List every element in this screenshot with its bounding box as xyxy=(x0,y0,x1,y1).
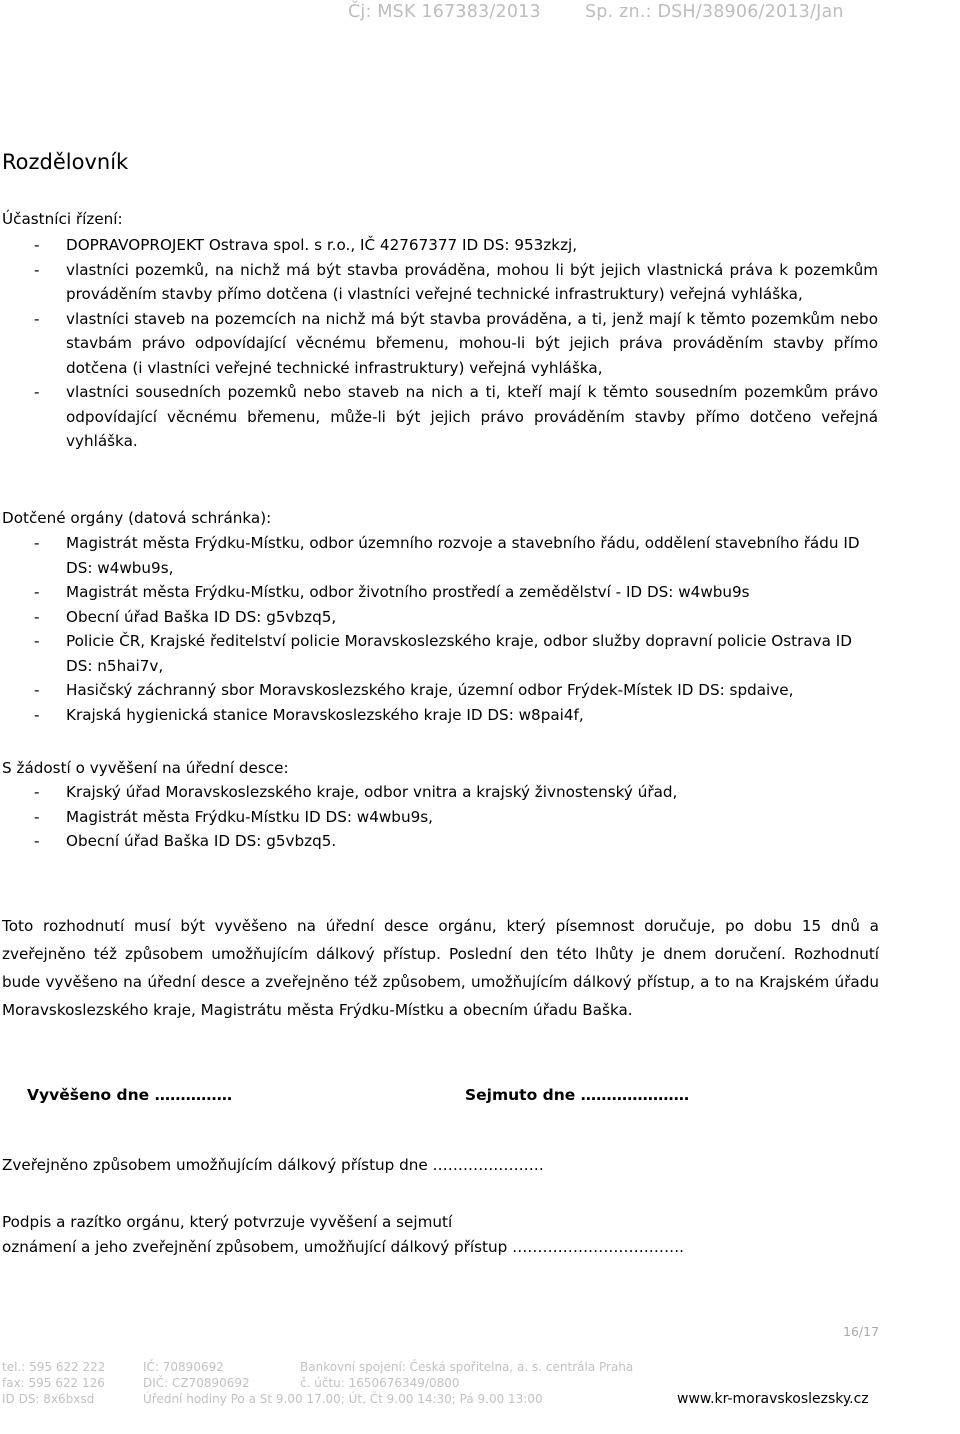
header-case-number: Čj: MSK 167383/2013 xyxy=(348,2,541,22)
footer-idds: ID DS: 8x6bxsd xyxy=(2,1392,95,1406)
signature-line-1: Podpis a razítko orgánu, který potvrzuje vyvěšení a sejmutí xyxy=(2,1213,453,1231)
list-item: - Magistrát města Frýdku-Místku, odbor životního prostředí a zemědělství - ID DS: w4wbu9s xyxy=(34,583,750,601)
footer-ic: IČ: 70890692 xyxy=(143,1360,224,1374)
participants-heading: Účastníci řízení: xyxy=(2,210,123,228)
list-item: - Obecní úřad Baška ID DS: g5vbzq5. xyxy=(34,832,337,850)
list-item: - Magistrát města Frýdku-Místku, odbor územního rozvoje a stavebního řádu, oddělení stavebního řádu ID DS: w4wbu9s, xyxy=(34,534,860,577)
footer-website-link[interactable]: www.kr-moravskoslezsky.cz xyxy=(677,1391,869,1407)
authorities-list xyxy=(0,531,880,727)
page-title: Rozdělovník xyxy=(2,150,129,174)
participants-list xyxy=(0,233,878,454)
list-item: - DOPRAVOPROJEKT Ostrava spol. s r.o., IČ 42767377 ID DS: 953zkzj, xyxy=(34,236,578,254)
footer-account: č. účtu: 1650676349/0800 xyxy=(300,1376,460,1390)
list-item: - Krajská hygienická stanice Moravskoslezského kraje ID DS: w8pai4f, xyxy=(34,705,584,724)
list-item: - vlastníci sousedních pozemků nebo staveb na nich a ti, kteří mají k těmto sousedním pozemkům právo odpovídající věcnému břemenu, může-li být jejich právo prováděním stavby přímo dotčeno veřejná vyhláška. xyxy=(34,383,878,450)
list-item: - Krajský úřad Moravskoslezského kraje, odbor vnitra a krajský živnostenský úřad, xyxy=(34,783,678,801)
posted-date-field: Vyvěšeno dne …………… xyxy=(27,1086,233,1104)
posting-list xyxy=(0,780,880,854)
signature-line-2: oznámení a jeho zveřejnění způsobem, umožňující dálkový přístup ……………………………. xyxy=(2,1238,684,1256)
page-number: 16/17 xyxy=(843,1324,880,1339)
posting-instructions: Toto rozhodnutí musí být vyvěšeno na úřední desce orgánu, který písemnost doručuje, po dobu 15 dnů a zveřejněno též způsobem umožňujícím dálkový přístup. Poslední den této lhůty je dnem doručení. Rozhodnutí bude vyvěšeno na úřední desce a zveřejněno též způsobem, umožňujícím dálkový přístup, a to na Krajském úřadu Moravskoslezského kraje, Magistrátu města Frýdku-Místku a obecním úřadu Baška. xyxy=(2,917,879,1019)
footer-bank: Bankovní spojení: Česká spořitelna, a. s. centrála Praha xyxy=(300,1360,634,1374)
list-item: - Policie ČR, Krajské ředitelství policie Moravskoslezského kraje, odbor služby dopravní policie Ostrava ID DS: n5hai7v, xyxy=(34,632,852,675)
footer-hours: Úřední hodiny Po a St 9.00 17.00; Út, Čt 9.00 14:30; Pá 9.00 13:00 xyxy=(143,1392,543,1406)
removed-date-field: Sejmuto dne ………………… xyxy=(465,1086,690,1104)
list-item: - Obecní úřad Baška ID DS: g5vbzq5, xyxy=(34,607,337,626)
list-item: - Hasičský záchranný sbor Moravskoslezského kraje, územní odbor Frýdek-Místek ID DS: spdaive, xyxy=(34,681,794,699)
footer-dic: DIČ: CZ70890692 xyxy=(143,1376,250,1390)
footer-tel: tel.: 595 622 222 xyxy=(2,1360,106,1374)
list-item: - Magistrát města Frýdku-Místku ID DS: w4wbu9s, xyxy=(34,807,433,826)
list-item: - vlastníci staveb na pozemcích na nichž má být stavba prováděna, a ti, jenž mají k těmto pozemkům nebo stavbám právo odpovídající věcnému břemenu, mohou-li být jejich práva prováděním stavby přímo dotčena (i vlastníci veřejné technické infrastruktury) veřejná vyhláška, xyxy=(34,309,878,377)
header-file-mark: Sp. zn.: DSH/38906/2013/Jan xyxy=(585,2,844,22)
published-date-field: Zveřejněno způsobem umožňujícím dálkový přístup dne …………………. xyxy=(2,1156,544,1174)
footer-fax: fax: 595 622 126 xyxy=(2,1376,105,1390)
list-item: - vlastníci pozemků, na nichž má být stavba prováděna, mohou li být jejich vlastnická práva k pozemkům prováděním stavby přímo dotčena (i vlastníci veřejné technické infrastruktury) veřejná vyhláška, xyxy=(34,260,878,303)
authorities-heading: Dotčené orgány (datová schránka): xyxy=(2,509,272,527)
posting-heading: S žádostí o vyvěšení na úřední desce: xyxy=(2,759,289,777)
